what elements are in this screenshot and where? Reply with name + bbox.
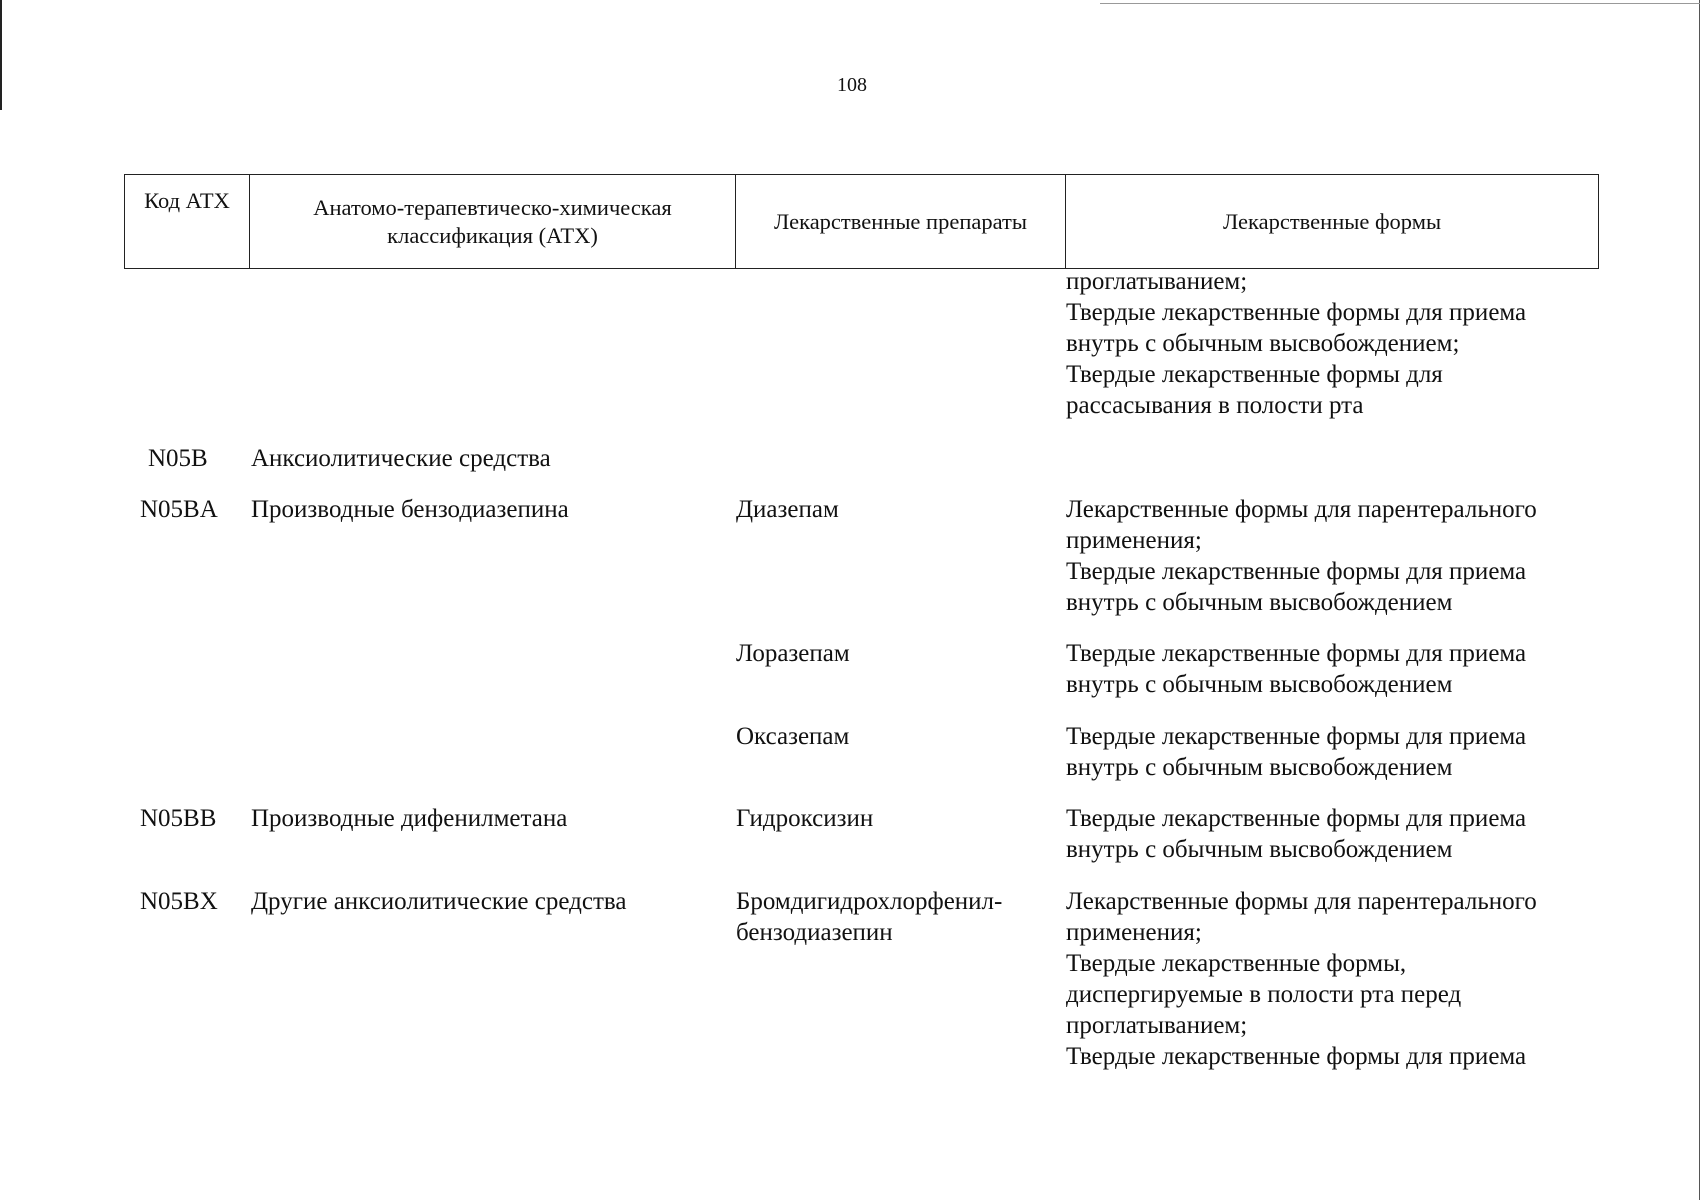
drug-name-line: Лоразепам [736,640,850,667]
drug-forms [1066,494,1537,618]
form-line: внутрь с обычным высвобождением [1066,671,1453,698]
atx-classification: Другие анксиолитические средства [251,888,627,915]
drug-forms [1066,638,1526,700]
scan-edge-top [1100,3,1700,4]
drug-forms [1066,721,1526,783]
form-line: Твердые лекарственные формы, [1066,950,1407,977]
table-header [124,174,1599,269]
drug-name [736,494,839,525]
atx-classification: Анксиолитические средства [251,445,551,472]
form-line: проглатыванием; [1066,268,1248,295]
drug-name-line: Диазепам [736,496,839,523]
drug-name-line: Бромдигидрохлорфенил- [736,888,1003,915]
header-drugs: Лекарственные препараты [736,175,1066,269]
drug-name [736,638,850,669]
atx-code: N05B [148,445,208,472]
atx-code: N05BA [140,496,218,523]
form-line: внутрь с обычным высвобождением; [1066,330,1460,357]
form-line: диспергируемые в полости рта перед [1066,981,1462,1008]
form-line: Лекарственные формы для парентерального [1066,496,1537,523]
form-line: Твердые лекарственные формы для приема [1066,558,1527,585]
form-line: внутрь с обычным высвобождением [1066,754,1453,781]
drug-name [736,886,1002,948]
form-line: рассасывания в полости рта [1066,392,1364,419]
drug-name-line: бензодиазепин [736,919,893,946]
form-line: Лекарственные формы для парентерального [1066,888,1537,915]
drug-forms [1066,803,1526,865]
form-line: Твердые лекарственные формы для приема [1066,723,1527,750]
drug-forms [1066,886,1537,1072]
atx-classification: Производные дифенилметана [251,805,568,832]
atx-code: N05BX [140,888,218,915]
form-line: применения; [1066,527,1202,554]
form-line: Твердые лекарственные формы для приема [1066,299,1527,326]
continuation-forms [1066,266,1526,421]
page-number: 108 [837,74,867,96]
drug-name-line: Гидроксизин [736,805,874,832]
header-row [125,175,1599,269]
form-line: Твердые лекарственные формы для приема [1066,805,1527,832]
header-forms: Лекарственные формы [1066,175,1599,269]
form-line: внутрь с обычным высвобождением [1066,836,1453,863]
drug-name [736,803,873,834]
form-line: внутрь с обычным высвобождением [1066,589,1453,616]
header-code: Код АТХ [125,175,250,269]
scan-edge-right [1699,0,1700,1200]
form-line: Твердые лекарственные формы для приема [1066,1043,1527,1070]
atx-classification: Производные бензодиазепина [251,496,569,523]
form-line: применения; [1066,919,1202,946]
form-line: Твердые лекарственные формы для [1066,361,1443,388]
atx-code: N05BB [140,805,217,832]
form-line: Твердые лекарственные формы для приема [1066,640,1527,667]
form-line: проглатыванием; [1066,1012,1248,1039]
header-classification: Анатомо-терапевтическо-химическая классификация (АТХ) [250,175,736,269]
drug-name-line: Оксазепам [736,723,850,750]
drug-name [736,721,849,752]
